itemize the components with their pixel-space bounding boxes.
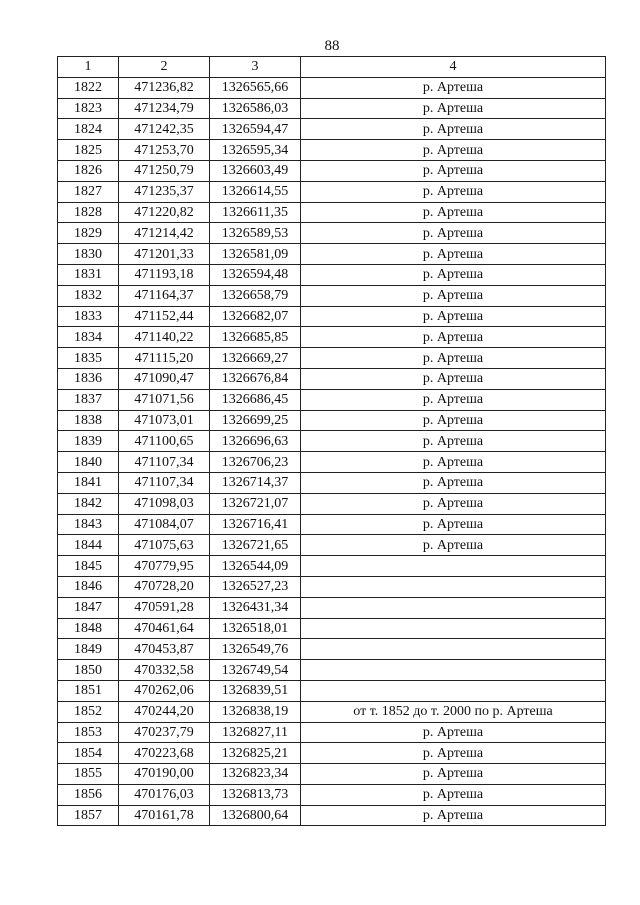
- description-cell: [301, 576, 606, 597]
- table-body: [58, 77, 606, 826]
- table-row: [58, 140, 606, 161]
- description-cell: [301, 680, 606, 701]
- x-coordinate-cell: 471107,34: [119, 452, 210, 473]
- y-coordinate-cell: 1326594,47: [210, 119, 301, 140]
- table-row: [58, 701, 606, 722]
- table-row: [58, 244, 606, 265]
- x-coordinate-cell: 471115,20: [119, 348, 210, 369]
- y-coordinate-cell: 1326721,07: [210, 493, 301, 514]
- point-number-cell: 1829: [58, 223, 119, 244]
- table-row: [58, 743, 606, 764]
- point-number-cell: 1849: [58, 639, 119, 660]
- y-coordinate-cell: 1326589,53: [210, 223, 301, 244]
- table-row: [58, 98, 606, 119]
- y-coordinate-cell: 1326614,55: [210, 181, 301, 202]
- point-number-cell: 1847: [58, 597, 119, 618]
- y-coordinate-cell: 1326838,19: [210, 701, 301, 722]
- y-coordinate-cell: 1326699,25: [210, 410, 301, 431]
- y-coordinate-cell: 1326594,48: [210, 264, 301, 285]
- description-cell: р. Артеша: [301, 743, 606, 764]
- y-coordinate-cell: 1326716,41: [210, 514, 301, 535]
- description-cell: р. Артеша: [301, 306, 606, 327]
- point-number-cell: 1832: [58, 285, 119, 306]
- y-coordinate-cell: 1326706,23: [210, 452, 301, 473]
- column-header-4: 4: [301, 57, 606, 78]
- x-coordinate-cell: 471201,33: [119, 244, 210, 265]
- x-coordinate-cell: 470453,87: [119, 639, 210, 660]
- description-cell: р. Артеша: [301, 764, 606, 785]
- x-coordinate-cell: 471071,56: [119, 389, 210, 410]
- description-cell: р. Артеша: [301, 264, 606, 285]
- point-number-cell: 1839: [58, 431, 119, 452]
- description-cell: от т. 1852 до т. 2000 по р. Артеша: [301, 701, 606, 722]
- description-cell: р. Артеша: [301, 348, 606, 369]
- table-row: [58, 660, 606, 681]
- point-number-cell: 1824: [58, 119, 119, 140]
- table-row: [58, 119, 606, 140]
- description-cell: р. Артеша: [301, 202, 606, 223]
- y-coordinate-cell: 1326431,34: [210, 597, 301, 618]
- y-coordinate-cell: 1326686,45: [210, 389, 301, 410]
- description-cell: р. Артеша: [301, 452, 606, 473]
- y-coordinate-cell: 1326518,01: [210, 618, 301, 639]
- x-coordinate-cell: 471235,37: [119, 181, 210, 202]
- description-cell: р. Артеша: [301, 160, 606, 181]
- point-number-cell: 1844: [58, 535, 119, 556]
- table-row: [58, 348, 606, 369]
- x-coordinate-cell: 471236,82: [119, 77, 210, 98]
- table-row: [58, 285, 606, 306]
- table-row: [58, 306, 606, 327]
- description-cell: р. Артеша: [301, 98, 606, 119]
- description-cell: [301, 618, 606, 639]
- point-number-cell: 1854: [58, 743, 119, 764]
- x-coordinate-cell: 470237,79: [119, 722, 210, 743]
- y-coordinate-cell: 1326676,84: [210, 368, 301, 389]
- table-row: [58, 639, 606, 660]
- table-row: [58, 368, 606, 389]
- table-row: [58, 410, 606, 431]
- description-cell: р. Артеша: [301, 784, 606, 805]
- x-coordinate-cell: 471253,70: [119, 140, 210, 161]
- y-coordinate-cell: 1326595,34: [210, 140, 301, 161]
- y-coordinate-cell: 1326839,51: [210, 680, 301, 701]
- y-coordinate-cell: 1326544,09: [210, 556, 301, 577]
- column-header-3: 3: [210, 57, 301, 78]
- description-cell: р. Артеша: [301, 181, 606, 202]
- point-number-cell: 1836: [58, 368, 119, 389]
- y-coordinate-cell: 1326565,66: [210, 77, 301, 98]
- point-number-cell: 1856: [58, 784, 119, 805]
- table-row: [58, 535, 606, 556]
- table-header-row: [58, 57, 606, 78]
- table-row: [58, 472, 606, 493]
- x-coordinate-cell: 471242,35: [119, 119, 210, 140]
- y-coordinate-cell: 1326800,64: [210, 805, 301, 826]
- y-coordinate-cell: 1326669,27: [210, 348, 301, 369]
- table-row: [58, 597, 606, 618]
- description-cell: р. Артеша: [301, 472, 606, 493]
- point-number-cell: 1840: [58, 452, 119, 473]
- table-row: [58, 327, 606, 348]
- y-coordinate-cell: 1326603,49: [210, 160, 301, 181]
- point-number-cell: 1835: [58, 348, 119, 369]
- point-number-cell: 1845: [58, 556, 119, 577]
- point-number-cell: 1852: [58, 701, 119, 722]
- description-cell: р. Артеша: [301, 285, 606, 306]
- description-cell: [301, 556, 606, 577]
- description-cell: [301, 639, 606, 660]
- point-number-cell: 1822: [58, 77, 119, 98]
- x-coordinate-cell: 470190,00: [119, 764, 210, 785]
- point-number-cell: 1842: [58, 493, 119, 514]
- x-coordinate-cell: 470591,28: [119, 597, 210, 618]
- x-coordinate-cell: 471100,65: [119, 431, 210, 452]
- description-cell: р. Артеша: [301, 119, 606, 140]
- point-number-cell: 1846: [58, 576, 119, 597]
- table-row: [58, 805, 606, 826]
- x-coordinate-cell: 470728,20: [119, 576, 210, 597]
- point-number-cell: 1828: [58, 202, 119, 223]
- x-coordinate-cell: 470161,78: [119, 805, 210, 826]
- x-coordinate-cell: 471234,79: [119, 98, 210, 119]
- table-row: [58, 77, 606, 98]
- page-number: 88: [324, 38, 340, 54]
- table-row: [58, 556, 606, 577]
- x-coordinate-cell: 471250,79: [119, 160, 210, 181]
- x-coordinate-cell: 471073,01: [119, 410, 210, 431]
- table-row: [58, 202, 606, 223]
- description-cell: р. Артеша: [301, 77, 606, 98]
- y-coordinate-cell: 1326823,34: [210, 764, 301, 785]
- x-coordinate-cell: 471152,44: [119, 306, 210, 327]
- description-cell: р. Артеша: [301, 368, 606, 389]
- point-number-cell: 1850: [58, 660, 119, 681]
- x-coordinate-cell: 470244,20: [119, 701, 210, 722]
- point-number-cell: 1838: [58, 410, 119, 431]
- x-coordinate-cell: 471090,47: [119, 368, 210, 389]
- description-cell: р. Артеша: [301, 244, 606, 265]
- y-coordinate-cell: 1326721,65: [210, 535, 301, 556]
- y-coordinate-cell: 1326813,73: [210, 784, 301, 805]
- table-row: [58, 576, 606, 597]
- y-coordinate-cell: 1326549,76: [210, 639, 301, 660]
- table-row: [58, 389, 606, 410]
- table-row: [58, 493, 606, 514]
- table-row: [58, 514, 606, 535]
- y-coordinate-cell: 1326581,09: [210, 244, 301, 265]
- table-row: [58, 452, 606, 473]
- description-cell: р. Артеша: [301, 410, 606, 431]
- x-coordinate-cell: 471164,37: [119, 285, 210, 306]
- description-cell: р. Артеша: [301, 514, 606, 535]
- description-cell: [301, 660, 606, 681]
- description-cell: р. Артеша: [301, 140, 606, 161]
- point-number-cell: 1855: [58, 764, 119, 785]
- x-coordinate-cell: 470779,95: [119, 556, 210, 577]
- x-coordinate-cell: 471084,07: [119, 514, 210, 535]
- y-coordinate-cell: 1326658,79: [210, 285, 301, 306]
- x-coordinate-cell: 471193,18: [119, 264, 210, 285]
- point-number-cell: 1826: [58, 160, 119, 181]
- point-number-cell: 1853: [58, 722, 119, 743]
- x-coordinate-cell: 471107,34: [119, 472, 210, 493]
- description-cell: [301, 597, 606, 618]
- table-row: [58, 618, 606, 639]
- description-cell: р. Артеша: [301, 327, 606, 348]
- table-row: [58, 160, 606, 181]
- y-coordinate-cell: 1326825,21: [210, 743, 301, 764]
- x-coordinate-cell: 471214,42: [119, 223, 210, 244]
- table-row: [58, 764, 606, 785]
- point-number-cell: 1834: [58, 327, 119, 348]
- y-coordinate-cell: 1326611,35: [210, 202, 301, 223]
- description-cell: р. Артеша: [301, 535, 606, 556]
- point-number-cell: 1827: [58, 181, 119, 202]
- description-cell: р. Артеша: [301, 805, 606, 826]
- point-number-cell: 1825: [58, 140, 119, 161]
- point-number-cell: 1833: [58, 306, 119, 327]
- description-cell: р. Артеша: [301, 389, 606, 410]
- point-number-cell: 1837: [58, 389, 119, 410]
- y-coordinate-cell: 1326749,54: [210, 660, 301, 681]
- x-coordinate-cell: 470332,58: [119, 660, 210, 681]
- table-row: [58, 264, 606, 285]
- point-number-cell: 1831: [58, 264, 119, 285]
- column-header-2: 2: [119, 57, 210, 78]
- x-coordinate-cell: 470176,03: [119, 784, 210, 805]
- x-coordinate-cell: 470262,06: [119, 680, 210, 701]
- table-row: [58, 181, 606, 202]
- y-coordinate-cell: 1326714,37: [210, 472, 301, 493]
- y-coordinate-cell: 1326527,23: [210, 576, 301, 597]
- point-number-cell: 1851: [58, 680, 119, 701]
- table-row: [58, 722, 606, 743]
- x-coordinate-cell: 470223,68: [119, 743, 210, 764]
- x-coordinate-cell: 471098,03: [119, 493, 210, 514]
- y-coordinate-cell: 1326696,63: [210, 431, 301, 452]
- column-header-1: 1: [58, 57, 119, 78]
- description-cell: р. Артеша: [301, 223, 606, 244]
- point-number-cell: 1841: [58, 472, 119, 493]
- y-coordinate-cell: 1326586,03: [210, 98, 301, 119]
- table-row: [58, 431, 606, 452]
- x-coordinate-cell: 471220,82: [119, 202, 210, 223]
- y-coordinate-cell: 1326685,85: [210, 327, 301, 348]
- table-row: [58, 784, 606, 805]
- point-number-cell: 1848: [58, 618, 119, 639]
- x-coordinate-cell: 471140,22: [119, 327, 210, 348]
- table-row: [58, 680, 606, 701]
- description-cell: р. Артеша: [301, 431, 606, 452]
- description-cell: р. Артеша: [301, 722, 606, 743]
- y-coordinate-cell: 1326827,11: [210, 722, 301, 743]
- table-row: [58, 223, 606, 244]
- x-coordinate-cell: 471075,63: [119, 535, 210, 556]
- y-coordinate-cell: 1326682,07: [210, 306, 301, 327]
- description-cell: р. Артеша: [301, 493, 606, 514]
- coordinates-table: [57, 56, 606, 826]
- x-coordinate-cell: 470461,64: [119, 618, 210, 639]
- point-number-cell: 1857: [58, 805, 119, 826]
- point-number-cell: 1823: [58, 98, 119, 119]
- point-number-cell: 1830: [58, 244, 119, 265]
- point-number-cell: 1843: [58, 514, 119, 535]
